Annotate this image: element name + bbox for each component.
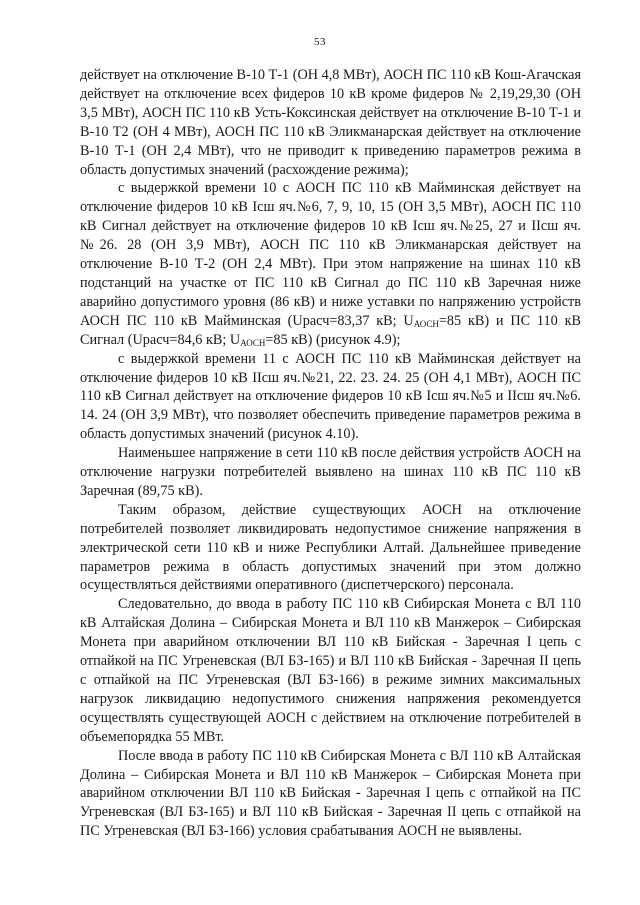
paragraph-5-text: Таким образом, действие существующих АОСН на отключение потребителей позволяет ликвидировать недопустимое снижение напряжения в электрической сети 110 кВ и ниже Республики Алтай. Дальнейшее приведение параметров режима в область допустимых значений при этом должно осуществляться действиями оперативного (диспетчерского) персонала.	[80, 501, 581, 594]
paragraph-4	[80, 444, 581, 501]
paragraph-1-text: действует на отключение В-10 Т-1 (ОН 4,8 МВт), АОСН ПС 110 кВ Кош-Агачская действует на отключение всех фидеров 10 кВ кроме фидеров № 2,19,29,30 (ОН 3,5 МВт), АОСН ПС 110 кВ Усть-Коксинская действует на отключение В-10 Т-1 и В-10 Т2 (ОН 4 МВт), АОСН ПС 110 кВ Эликманарская действует на отключение В-10 Т-1 (ОН 2,4 МВт), что не приводит к приведению параметров режима в область допустимых значений (расхождение режима);	[80, 67, 581, 178]
paragraph-6	[80, 595, 581, 746]
paragraph-2-text-b: =85 кВ) и ПС 110 кВ Сигнал (Uрасч=84,6 кВ; U	[80, 312, 581, 348]
paragraph-3-text: с выдержкой времени 11 с АОСН ПС 110 кВ Майминская действует на отключение фидеров 10 кВ IIсш яч.№21, 22. 23. 24. 25 (ОН 4,1 МВт), АОСН ПС 110 кВ Сигнал действует на отключение фидеров 10 кВ Iсш яч.№5 и IIсш яч.№6. 14. 24 (ОН 3,9 МВт), что позволяет обеспечить приведение параметров режима в область допустимых значений (рисунок 4.10).	[80, 350, 581, 443]
paragraph-5	[80, 501, 581, 596]
paragraph-2-text-a: с выдержкой времени 10 с АОСН ПС 110 кВ Майминская действует на отключение фидеров 10 кВ Iсш яч.№6, 7, 9, 10, 15 (ОН 3,5 МВт), АОСН ПС 110 кВ Сигнал действует на отключение фидеров 10 кВ Iсш яч.№25, 27 и IIсш яч.№26. 28 (ОН 3,9 МВт), АОСН ПС 110 кВ Эликманарская действует на отключение В-10 Т-2 (ОН 2,4 МВт). При этом напряжение на шинах 110 кВ подстанций на участке от ПС 110 кВ Сигнал до ПС 110 кВ Заречная ниже аварийно допустимого уровня (86 кВ) и ниже уставки по напряжению устройств АОСН ПС 110 кВ Майминская (Uрасч=83,37 кВ; U	[80, 180, 581, 329]
uaosn-subscript-1: АОСН	[413, 318, 439, 329]
paragraph-6-text: Следовательно, до ввода в работу ПС 110 кВ Сибирская Монета с ВЛ 110 кВ Алтайская Долина – Сибирская Монета и ВЛ 110 кВ Манжерок – Сибирская Монета при аварийном отключении ВЛ 110 кВ Бийская - Заречная I цепь с отпайкой на ПС Угреневская (ВЛ БЗ-165) и ВЛ 110 кВ Бийская - Заречная II цепь с отпайкой на ПС Угреневская (ВЛ БЗ-166) в режиме зимних максимальных нагрузок ликвидацию недопустимого снижения напряжения рекомендуется осуществлять существующей АОСН с действием на отключение потребителей в объемепорядка 55 МВт.	[80, 596, 581, 745]
paragraph-3	[80, 350, 581, 445]
page-number: 53	[314, 36, 326, 48]
paragraph-7-text: После ввода в работу ПС 110 кВ Сибирская Монета с ВЛ 110 кВ Алтайская Долина – Сибирская Монета и ВЛ 110 кВ Манжерок – Сибирская Монета при аварийном отключении ВЛ 110 кВ Бийская - Заречная I цепь с отпайкой на ПС Угреневская (ВЛ БЗ-165) и ВЛ 110 кВ Бийская - Заречная II цепь с отпайкой на ПС Угреневская (ВЛ БЗ-166) условия срабатывания АОСН не выявлены.	[80, 747, 581, 840]
body-text	[80, 66, 581, 841]
paragraph-4-text: Наименьшее напряжение в сети 110 кВ после действия устройств АОСН на отключение нагрузки потребителей выявлено на шинах 110 кВ ПС 110 кВ Заречная (89,75 кВ).	[80, 445, 581, 499]
paragraph-2	[80, 179, 581, 349]
uaosn-subscript-2: АОСН	[240, 337, 266, 348]
paragraph-2-text-c: =85 кВ) (рисунок 4.9);	[265, 331, 401, 348]
paragraph-7	[80, 747, 581, 842]
paragraph-1	[80, 66, 581, 179]
